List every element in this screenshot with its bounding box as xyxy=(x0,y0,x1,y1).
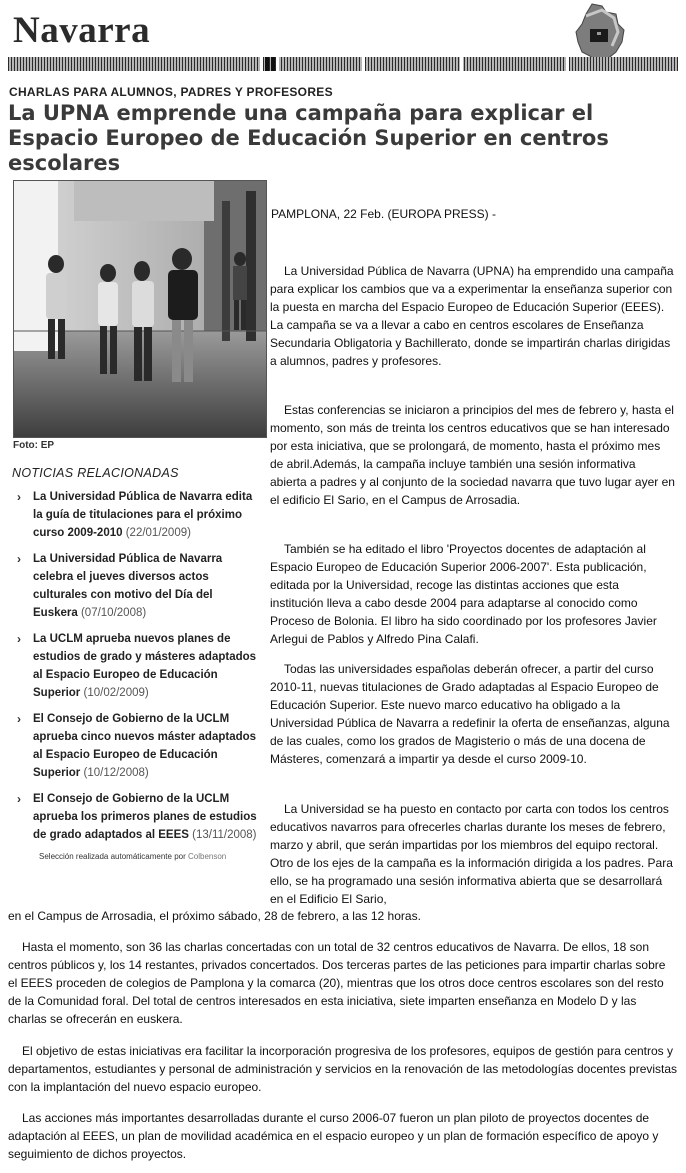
photo-credit: Foto: EP xyxy=(13,440,55,451)
article-paragraph xyxy=(270,540,675,648)
article-paragraph xyxy=(270,660,675,768)
paragraph-text: Las acciones más importantes desarrolladas durante el curso 2006-07 fueron un plan piloto de proyectos docentes de adaptación al EEES, un plan de movilidad académica en el espacio europeo y un plan de formación específico de apoyo y seguimiento de dichos proyectos. xyxy=(8,1111,659,1161)
related-news-list xyxy=(12,488,258,844)
related-news xyxy=(12,466,258,861)
related-news-item[interactable] xyxy=(12,710,258,782)
article-paragraph xyxy=(270,401,675,509)
paragraph-text: La Universidad Pública de Navarra (UPNA) ha emprendido una campaña para explicar los cambios que va a experimentar la enseñanza superior con la puesta en marcha del Espacio Europeo de Educación Superior (EEES). La campaña se va a llevar a cabo en centros escolares de Enseñanza Secundaria Obligatoria y Bachillerato, donde se impartirán charlas dirigidas a alumnos, padres y profesores. xyxy=(270,264,674,368)
related-news-title[interactable]: La Universidad Pública de Navarra celebra el jueves diversos actos culturales con motivo del Día del Euskera xyxy=(33,553,223,619)
paragraph-text: Todas las universidades españolas deberán ofrecer, a partir del curso 2010-11, nuevas titulaciones de Grado adaptadas al Espacio Europeo de Educación Superior. Este nuevo marco educativo ha obligado a la Universidad Pública de Navarra a redefinir la oferta de enseñanzas, alguna de las cuales, como los grados de Magisterio o más de una docena de Másteres, comenzará a impartir ya desde el curso 2009-10. xyxy=(270,662,670,766)
related-news-date: (10/12/2008) xyxy=(83,767,149,779)
related-news-title[interactable]: La Universidad Pública de Navarra edita la guía de titulaciones para el próximo curso 2009-2010 xyxy=(33,491,253,539)
chevron-right-icon: › xyxy=(17,490,21,504)
article-kicker: CHARLAS PARA ALUMNOS, PADRES Y PROFESORES xyxy=(9,85,333,99)
article-paragraph-continuation xyxy=(8,907,678,925)
related-news-title[interactable]: La UCLM aprueba nuevos planes de estudios de grado y másteres adaptados al Espacio Europeo de Educación Superior xyxy=(33,633,257,699)
article-dateline: PAMPLONA, 22 Feb. (EUROPA PRESS) - xyxy=(271,207,496,221)
students-corridor-photo xyxy=(14,181,266,437)
related-news-item[interactable] xyxy=(12,550,258,622)
credit-brand-link[interactable]: Colbenson xyxy=(187,852,227,861)
paragraph-text: También se ha editado el libro 'Proyectos docentes de adaptación al Espacio Europeo de Educación Superior 2006-2007'. Esta publicación, editada por la Universidad, recoge las distintas acciones que esta institución lleva a cabo desde 2004 para adaptarse al conocido como Proceso de Bolonia. El libro ha sido coordinado por los profesores Javier Arlegui de Pablos y Alfredo Pina Calafi. xyxy=(270,542,657,646)
related-news-date: (07/10/2008) xyxy=(80,607,147,619)
related-news-title[interactable]: El Consejo de Gobierno de la UCLM aprueba los primeros planes de estudios de grado adaptados al EEES xyxy=(33,793,257,841)
masthead xyxy=(0,0,686,76)
chevron-right-icon: › xyxy=(17,792,21,806)
related-news-item[interactable] xyxy=(12,790,258,844)
article-photo xyxy=(13,180,267,438)
related-news-date: (22/01/2009) xyxy=(125,527,191,539)
paragraph-text: Hasta el momento, son 36 las charlas concertadas con un total de 32 centros educativos de Navarra. De ellos, 18 son centros públicos y, los 14 restantes, privados concertados. Dos terceras partes de las peticiones para impartir charlas sobre el EEES proceden de colegios de Pamplona y la comarca (20), mientras que los otros doce centros escolares son del resto de la Comunidad foral. Del total de centros interesados en esta iniciativa, siete imparten enseñanza en Modelo D y las charlas se ofrecerán en euskera. xyxy=(8,940,666,1026)
credit-prefix: Selección realizada automáticamente por xyxy=(39,852,186,861)
paragraph-text: La Universidad se ha puesto en contacto por carta con todos los centros educativos navarros para ofrecerles charlas durante los meses de febrero, marzo y abril, que serán impartidas por los miembros del equipo rectoral. Otro de los ejes de la campaña es la información dirigida a los padres. Para ello, se ha programado una sesión informativa abierta que se desarrollará en el Edificio El Sario, xyxy=(270,802,673,906)
related-news-item[interactable] xyxy=(12,488,258,542)
related-news-item[interactable] xyxy=(12,630,258,702)
chevron-right-icon: › xyxy=(17,552,21,566)
masthead-rule xyxy=(8,57,678,71)
article-paragraph xyxy=(8,1042,678,1096)
article-paragraph xyxy=(8,1109,678,1163)
related-news-date: (10/02/2009) xyxy=(83,687,149,699)
paragraph-text: El objetivo de estas iniciativas era facilitar la incorporación progresiva de los profesores, equipos de gestión para centros y departamentos, estudiantes y personal de administración y servicios en la renovación de las metodologías docentes previstas con la implantación del nuevo espacio europeo. xyxy=(8,1044,678,1094)
paragraph-text: Estas conferencias se iniciaron a principios del mes de febrero y, hasta el momento, son más de treinta los centros educativos que se han interesado por esta iniciativa, que se prolongará, de momento, hasta el próximo mes de abril.Además, la campaña incluye también una sesión informativa abierta a padres y al conjunto de la sociedad navarra que tuvo lugar ayer en el edificio El Sario, en el Campus de Arrosadia. xyxy=(270,403,675,507)
article-paragraph xyxy=(270,800,675,908)
related-news-credit xyxy=(12,852,258,861)
article-paragraph xyxy=(8,938,678,1028)
article-headline: La UPNA emprende una campaña para explicar el Espacio Europeo de Educación Superior en centros escolares xyxy=(8,101,609,175)
navarra-map-logo xyxy=(572,2,626,64)
chevron-right-icon: › xyxy=(17,712,21,726)
paragraph-text: en el Campus de Arrosadia, el próximo sábado, 28 de febrero, a las 12 horas. xyxy=(8,909,421,923)
related-news-date: (13/11/2008) xyxy=(192,829,257,841)
chevron-right-icon: › xyxy=(17,632,21,646)
related-news-title[interactable]: El Consejo de Gobierno de la UCLM aprueba cinco nuevos máster adaptados al Espacio Europeo de Educación Superior xyxy=(33,713,257,779)
related-news-heading: NOTICIAS RELACIONADAS xyxy=(12,466,179,480)
section-title: Navarra xyxy=(13,10,151,51)
article-paragraph xyxy=(270,262,675,370)
